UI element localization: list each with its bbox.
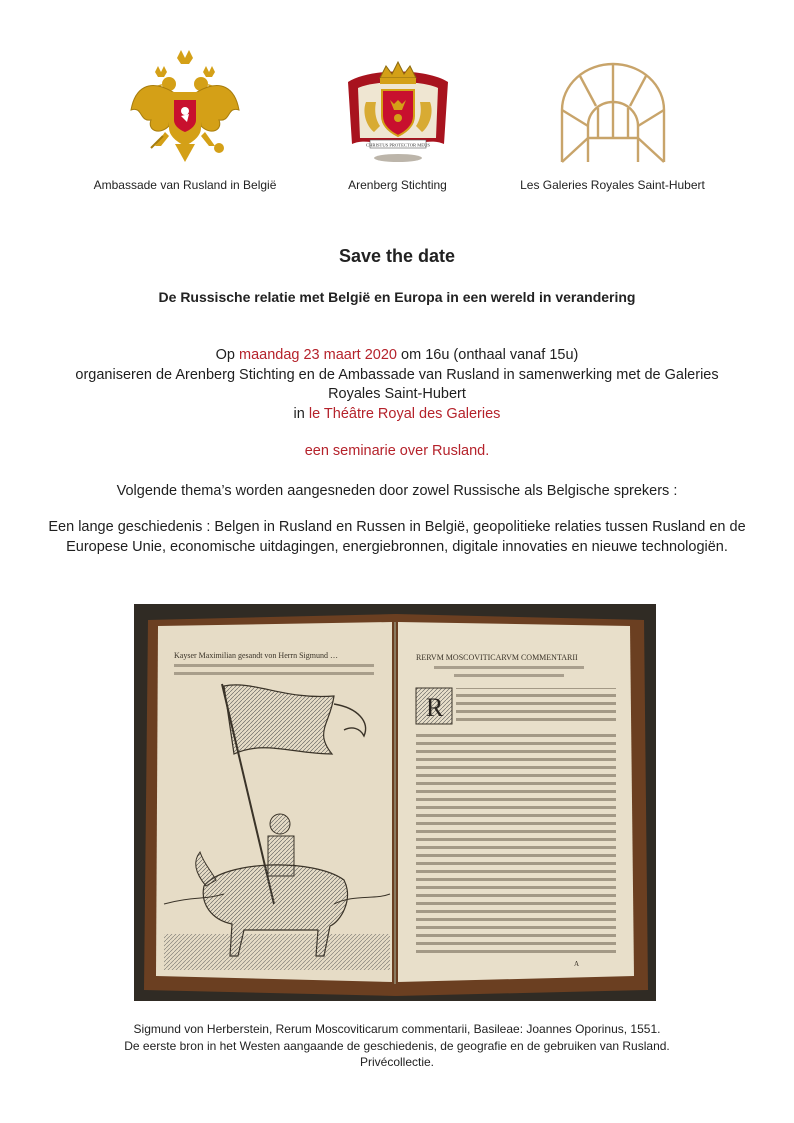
svg-text:A: A: [574, 960, 580, 968]
arenberg-caption: Arenberg Stichting: [348, 178, 447, 192]
svg-text:Kayser Maximilian gesandt von: Kayser Maximilian gesandt von Herrn Sigmund …: [174, 651, 338, 660]
svg-text:RERVM MOSCOVITICARVM COMMENTAR: RERVM MOSCOVITICARVM COMMENTARII: [416, 653, 578, 662]
russia-embassy-caption: Ambassade van Rusland in België: [93, 178, 277, 192]
open-book-illustration: [134, 604, 656, 1001]
logo-row: [0, 48, 794, 198]
arenberg-coat-of-arms-icon: [340, 54, 456, 166]
caption-line-3: Privécollectie.: [359, 1055, 435, 1069]
svg-text:R: R: [426, 693, 444, 722]
arenberg-block: [300, 48, 495, 192]
russian-coat-of-arms-icon: [129, 48, 241, 166]
themes-list: Een lange geschiedenis : Belgen in Rusland en Russen in België, geopolitieke relaties tussen Rusland en de Europese Unie, economische uitdagingen, energiebronnen, digitale innovaties en nieuwe technologiën.: [48, 519, 746, 555]
svg-text:CHRISTUS PROTECTOR MEUS: CHRISTUS PROTECTOR MEUS: [365, 142, 430, 148]
themes-intro: Volgende thema’s worden aangesneden door zowel Russische als Belgische sprekers :: [116, 483, 678, 499]
caption-line-2: De eerste bron in het Westen aangaande de geschiedenis, de geografie en de gebruiken van Rusland.: [124, 1038, 670, 1053]
page-title: Save the date: [338, 246, 456, 266]
galeries-arch-icon: [558, 62, 668, 166]
invitation-date-line: Op maandag 23 maart 2020 om 16u (onthaal vanaf 15u): [215, 347, 579, 363]
event-venue: le Théâtre Royal des Galeries: [308, 405, 501, 422]
caption-line-1: Sigmund von Herberstein, Rerum Moscoviticarum commentarii, Basileae: Joannes Oporinus, 1551.: [133, 1022, 661, 1036]
photo-caption: [0, 1021, 794, 1071]
invitation-paragraph: [40, 346, 754, 424]
invitation-organizers-line: organiseren de Arenberg Stichting en de Ambassade van Rusland in samenwerking met de Galeries Royales Saint-Hubert: [75, 366, 719, 402]
galeries-block: [505, 48, 720, 192]
page-subtitle: De Russische relatie met België en Europa in een wereld in verandering: [158, 289, 636, 305]
russia-embassy-block: [80, 48, 290, 192]
galeries-caption: Les Galeries Royales Saint-Hubert: [520, 178, 705, 192]
invitation-venue-line: in le Théâtre Royal des Galeries: [293, 405, 501, 422]
seminar-line: een seminarie over Rusland.: [304, 443, 490, 459]
book-photo: [134, 604, 656, 1001]
event-date: maandag 23 maart 2020: [239, 347, 397, 363]
